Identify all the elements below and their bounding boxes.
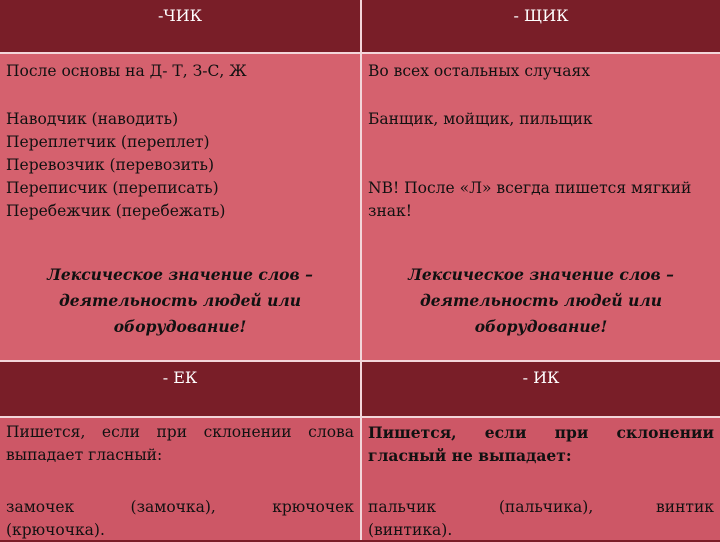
row-divider <box>0 52 720 54</box>
lexical-note: деятельность людей или <box>420 291 662 310</box>
lexical-note: оборудование! <box>113 317 247 336</box>
row2-right <box>362 94 720 244</box>
example-word: Переплетчик (переплет) <box>6 133 210 151</box>
example-words: Банщик, мойщик, пильщик <box>368 110 593 128</box>
ik-rule-line1: Пишется, если при склонении <box>368 423 714 442</box>
nb-note-line2: знак! <box>368 202 412 220</box>
header-chik-label: -ЧИК <box>157 6 203 25</box>
ek-rule-line2: выпадает гласный: <box>6 446 163 464</box>
row1-left <box>0 54 360 94</box>
lexical-note: Лексическое значение слов – <box>408 265 674 284</box>
rule-other-cases: Во всех остальных случаях <box>368 62 591 80</box>
lexical-note: Лексическое значение слов – <box>47 265 313 284</box>
header-shchik-label: - ЩИК <box>513 6 569 25</box>
header-chik <box>0 0 360 52</box>
row1-right <box>362 54 720 94</box>
row-divider <box>0 416 720 418</box>
ik-example-line1: пальчик (пальчика), винтик <box>368 498 714 516</box>
ek-example-line2: (крючочка). <box>6 521 105 539</box>
row-divider <box>0 360 720 362</box>
header-ek <box>0 362 360 416</box>
lexical-note: деятельность людей или <box>59 291 301 310</box>
rule-after-stem: После основы на Д- Т, З-С, Ж <box>6 62 247 80</box>
ek-example-line1: замочек (замочка), крючочек <box>6 498 354 516</box>
header-ik-label: - ИК <box>522 368 560 387</box>
lexical-note: оборудование! <box>474 317 608 336</box>
example-word: Переписчик (переписать) <box>6 179 219 197</box>
ik-rule-line2: гласный не выпадает: <box>368 446 572 465</box>
row4-right <box>362 418 720 488</box>
example-word: Наводчик (наводить) <box>6 110 179 128</box>
row5-right <box>362 488 720 540</box>
ik-example-line2: (винтика). <box>368 521 453 539</box>
nb-note-line1: NB! После «Л» всегда пишется мягкий <box>368 179 692 197</box>
header-ik <box>362 362 720 416</box>
example-word: Перевозчик (перевозить) <box>6 156 215 174</box>
ek-rule-line1: Пишется, если при склонении слова <box>6 423 354 441</box>
row3-right <box>362 244 720 360</box>
row5-left <box>0 488 360 540</box>
example-word: Перебежчик (перебежать) <box>6 202 226 220</box>
row4-left <box>0 418 360 488</box>
row2-left <box>0 94 360 244</box>
header-shchik <box>362 0 720 52</box>
row3-left <box>0 244 360 360</box>
header-ek-label: - ЕК <box>162 368 198 387</box>
column-divider <box>360 0 362 540</box>
